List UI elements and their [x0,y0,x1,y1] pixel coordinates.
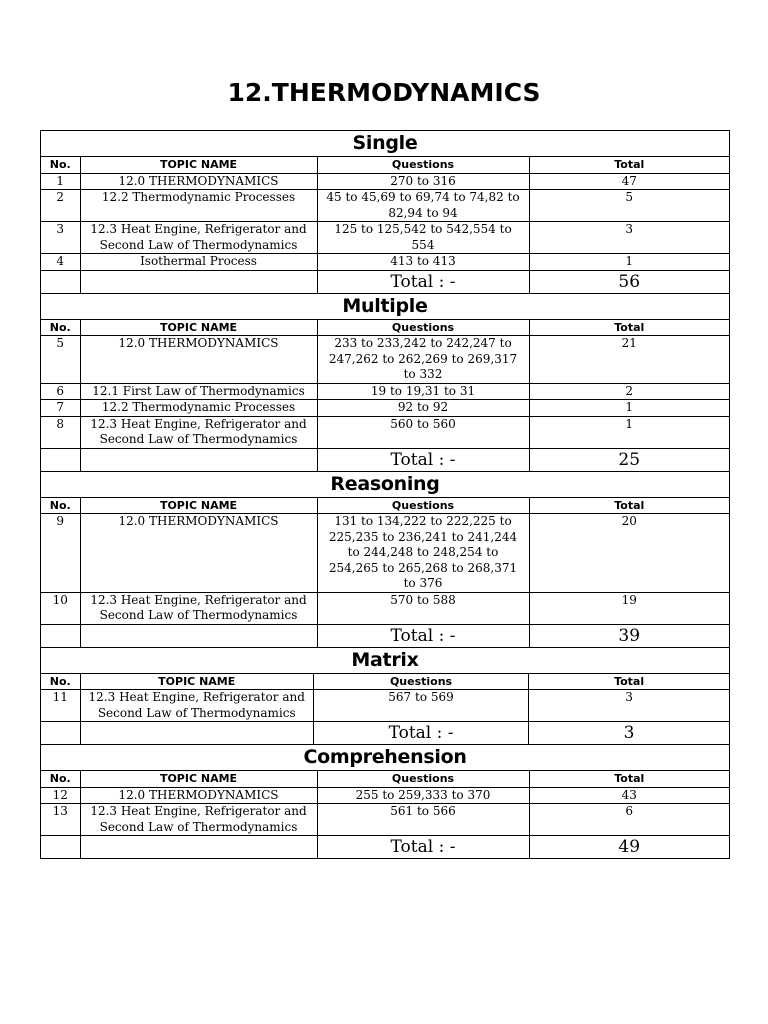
cell-no: 7 [41,400,80,417]
header-row [41,157,729,173]
table-row [41,514,729,593]
cell-topic: 12.3 Heat Engine, Refrigerator and Second Law of Thermodynamics [80,222,317,254]
total-label: Total : - [313,722,528,745]
section-title: Reasoning [41,472,729,498]
header-row [41,674,729,690]
col-header-no: No. [41,498,80,514]
table-row [41,173,729,190]
cell-questions: 413 to 413 [317,254,529,271]
cell-total: 19 [529,592,729,624]
col-header-topic: TOPIC NAME [80,674,313,690]
col-header-questions: Questions [313,674,528,690]
table-row [41,254,729,271]
page-title: 12.THERMODYNAMICS [227,78,541,107]
table-row [41,336,729,384]
section-table [41,498,729,647]
total-row [41,270,729,293]
cell-topic: 12.2 Thermodynamic Processes [80,400,317,417]
col-header-questions: Questions [317,157,529,173]
cell-no: 4 [41,254,80,271]
cell-total: 47 [529,173,729,190]
total-row [41,448,729,471]
total-row [41,624,729,647]
header-row [41,498,729,514]
summary-sheet [40,130,730,859]
cell-topic: 12.3 Heat Engine, Refrigerator and Second Law of Thermodynamics [80,690,313,722]
total-row [41,836,729,859]
cell-questions: 131 to 134,222 to 222,225 to 225,235 to 236,241 to 241,244 to 244,248 to 248,254 to 254,265 to 265,268 to 268,371 to 376 [317,514,529,593]
table-row [41,222,729,254]
cell-no: 13 [41,804,80,836]
total-blank-topic [80,448,317,471]
total-value: 56 [529,270,729,293]
cell-topic: 12.0 THERMODYNAMICS [80,787,317,804]
cell-topic: 12.3 Heat Engine, Refrigerator and Second Law of Thermodynamics [80,416,317,448]
cell-questions: 567 to 569 [313,690,528,722]
header-row [41,320,729,336]
section-table [41,674,729,745]
col-header-no: No. [41,771,80,787]
table-row [41,383,729,400]
section-table [41,771,729,858]
total-label: Total : - [317,448,529,471]
cell-topic: 12.1 First Law of Thermodynamics [80,383,317,400]
table-row [41,400,729,417]
col-header-no: No. [41,674,80,690]
table-row [41,787,729,804]
cell-total: 2 [529,383,729,400]
section-title: Multiple [41,294,729,320]
cell-total: 1 [529,400,729,417]
total-blank-topic [80,624,317,647]
cell-no: 8 [41,416,80,448]
cell-topic: 12.0 THERMODYNAMICS [80,173,317,190]
section-single [41,131,729,294]
section-table [41,157,729,293]
cell-total: 21 [529,336,729,384]
total-label: Total : - [317,270,529,293]
table-row [41,690,729,722]
cell-total: 43 [529,787,729,804]
total-blank-no [41,624,80,647]
cell-no: 6 [41,383,80,400]
cell-questions: 270 to 316 [317,173,529,190]
col-header-topic: TOPIC NAME [80,320,317,336]
cell-total: 6 [529,804,729,836]
cell-no: 9 [41,514,80,593]
total-value: 25 [529,448,729,471]
total-blank-no [41,722,80,745]
cell-topic: 12.0 THERMODYNAMICS [80,514,317,593]
total-value: 3 [529,722,729,745]
section-matrix [41,648,729,746]
section-title: Matrix [41,648,729,674]
table-row [41,190,729,222]
cell-questions: 92 to 92 [317,400,529,417]
cell-topic: 12.3 Heat Engine, Refrigerator and Second Law of Thermodynamics [80,592,317,624]
col-header-no: No. [41,157,80,173]
col-header-total: Total [529,771,729,787]
cell-topic: 12.0 THERMODYNAMICS [80,336,317,384]
table-row [41,804,729,836]
col-header-topic: TOPIC NAME [80,771,317,787]
col-header-topic: TOPIC NAME [80,157,317,173]
cell-total: 1 [529,254,729,271]
cell-questions: 45 to 45,69 to 69,74 to 74,82 to 82,94 to 94 [317,190,529,222]
cell-questions: 561 to 566 [317,804,529,836]
total-value: 39 [529,624,729,647]
cell-total: 5 [529,190,729,222]
table-row [41,416,729,448]
cell-questions: 570 to 588 [317,592,529,624]
table-row [41,592,729,624]
cell-no: 1 [41,173,80,190]
cell-total: 20 [529,514,729,593]
col-header-no: No. [41,320,80,336]
cell-topic: 12.3 Heat Engine, Refrigerator and Second Law of Thermodynamics [80,804,317,836]
col-header-questions: Questions [317,498,529,514]
col-header-topic: TOPIC NAME [80,498,317,514]
cell-questions: 560 to 560 [317,416,529,448]
cell-no: 12 [41,787,80,804]
total-blank-no [41,448,80,471]
cell-topic: Isothermal Process [80,254,317,271]
cell-questions: 125 to 125,542 to 542,554 to 554 [317,222,529,254]
col-header-total: Total [529,498,729,514]
cell-no: 10 [41,592,80,624]
col-header-questions: Questions [317,771,529,787]
section-multiple [41,294,729,472]
cell-questions: 19 to 19,31 to 31 [317,383,529,400]
header-row [41,771,729,787]
cell-total: 3 [529,222,729,254]
total-value: 49 [529,836,729,859]
cell-total: 1 [529,416,729,448]
cell-questions: 233 to 233,242 to 242,247 to 247,262 to 262,269 to 269,317 to 332 [317,336,529,384]
cell-topic: 12.2 Thermodynamic Processes [80,190,317,222]
section-title: Single [41,131,729,157]
cell-no: 3 [41,222,80,254]
col-header-total: Total [529,320,729,336]
col-header-total: Total [529,674,729,690]
cell-questions: 255 to 259,333 to 370 [317,787,529,804]
total-blank-topic [80,270,317,293]
section-title: Comprehension [41,745,729,771]
cell-no: 5 [41,336,80,384]
total-blank-no [41,270,80,293]
col-header-questions: Questions [317,320,529,336]
section-comprehension [41,745,729,859]
cell-no: 2 [41,190,80,222]
col-header-total: Total [529,157,729,173]
total-blank-topic [80,722,313,745]
cell-no: 11 [41,690,80,722]
total-label: Total : - [317,624,529,647]
cell-total: 3 [529,690,729,722]
total-label: Total : - [317,836,529,859]
total-row [41,722,729,745]
section-table [41,320,729,471]
section-reasoning [41,472,729,648]
total-blank-no [41,836,80,859]
total-blank-topic [80,836,317,859]
